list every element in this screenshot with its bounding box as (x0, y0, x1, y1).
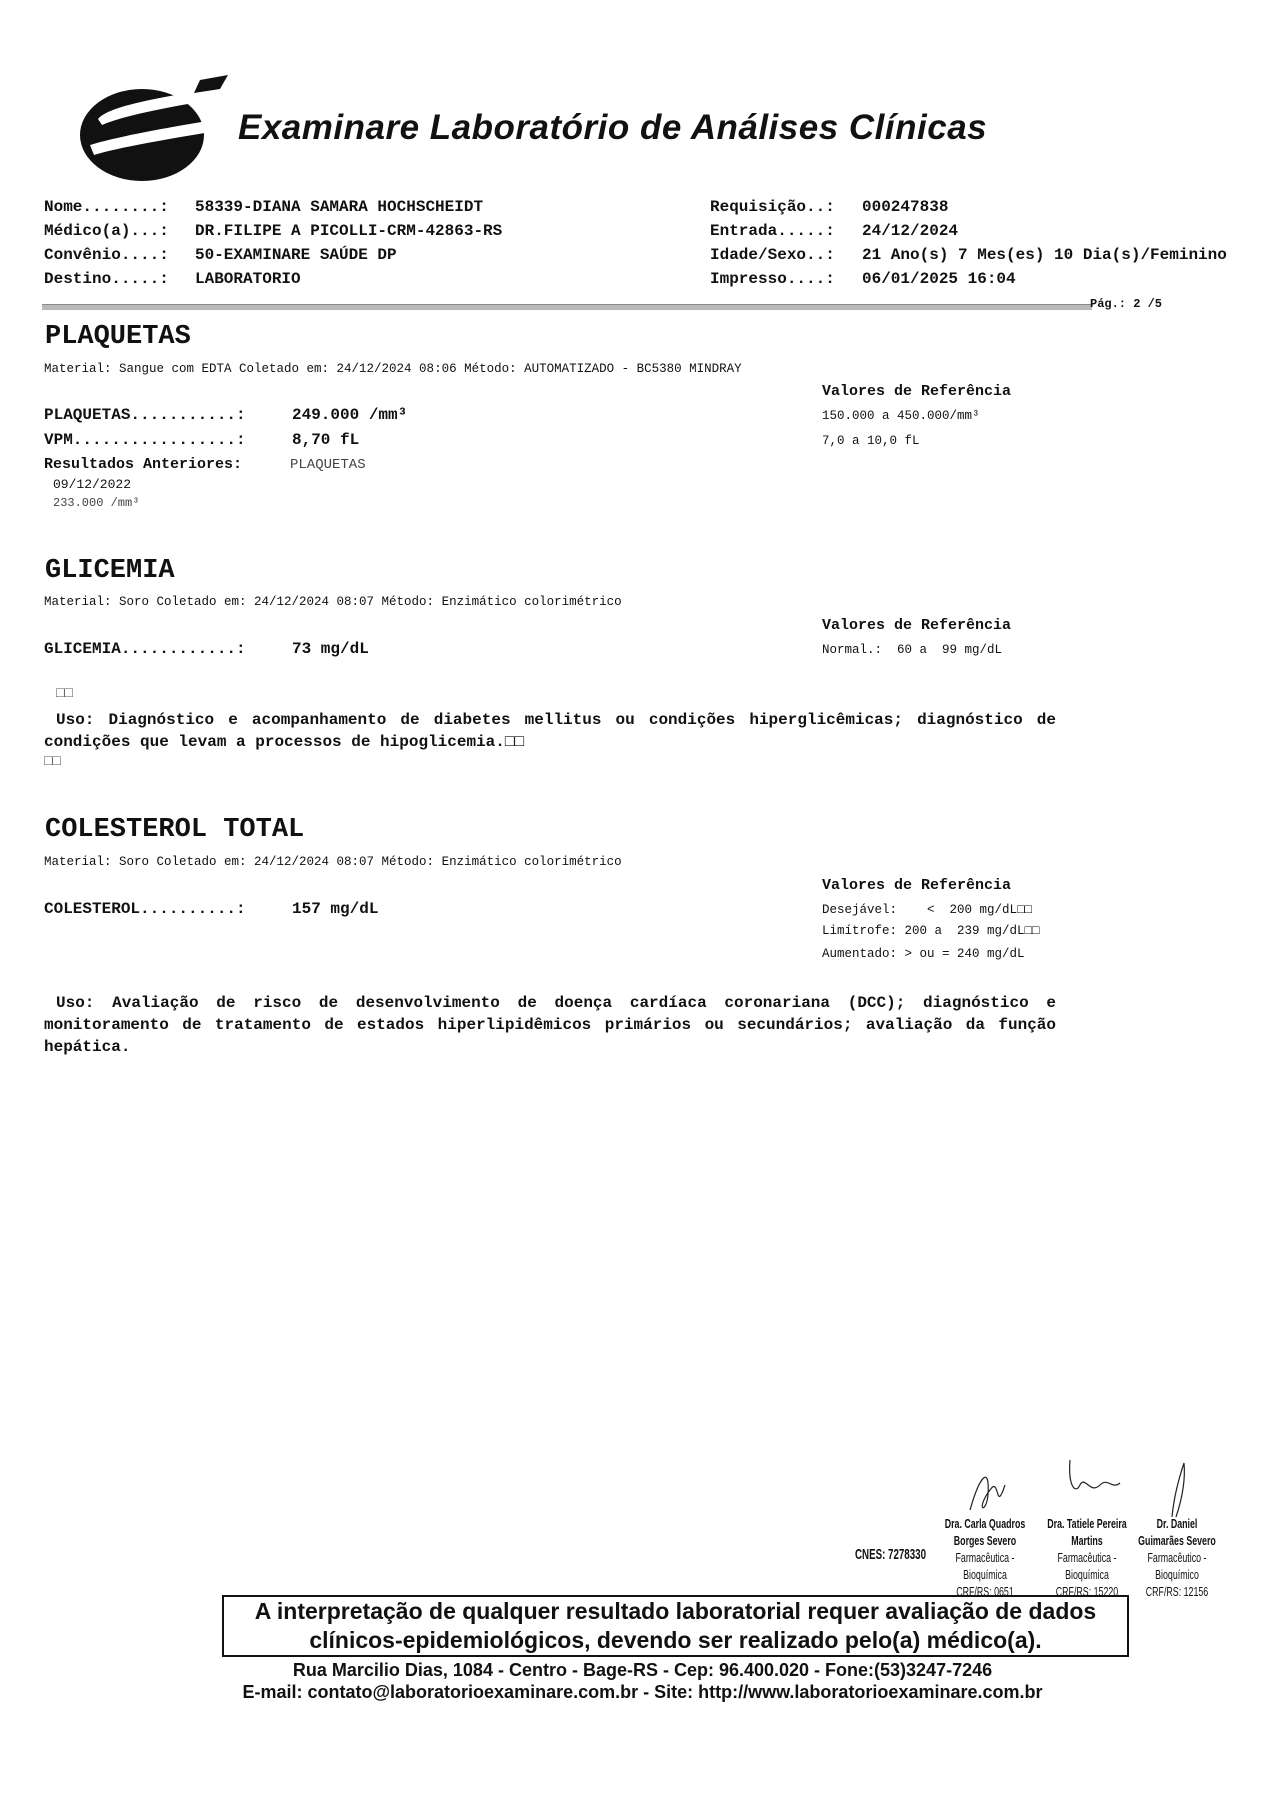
plaquetas-ref-header: Valores de Referência (822, 383, 1012, 400)
entry-date: 24/12/2024 (862, 222, 959, 240)
glicemia-title: GLICEMIA (45, 556, 175, 586)
glicemia-label: GLICEMIA............: (44, 640, 246, 658)
patient-name: 58339-DIANA SAMARA HOCHSCHEIDT (195, 198, 484, 216)
header-divider (42, 304, 1092, 310)
colesterol-label: COLESTEROL..........: (44, 900, 246, 918)
plaquetas-title: PLAQUETAS (45, 322, 191, 352)
entrada-label: Entrada.....: (710, 222, 835, 240)
lab-logo (70, 75, 230, 185)
lab-address: Rua Marcilio Dias, 1084 - Centro - Bage-RS - Cep: 96.400.020 - Fone:(53)3247-7246 (292, 1660, 993, 1680)
vpm-label: VPM.................: (44, 431, 246, 449)
glicemia-material: Material: Soro Coletado em: 24/12/2024 08:07 Método: Enzimático colorimétrico (44, 595, 622, 609)
patient-labels-right (710, 195, 835, 291)
impresso-label: Impresso....: (710, 270, 835, 288)
signer-1-name: Dra. Carla Quadros Borges Severo (944, 1516, 1026, 1548)
notice-line-2: clínicos-epidemiológicos, devendo ser realizado pelo(a) médico(a). (309, 1627, 1042, 1653)
destino-label: Destino.....: (44, 270, 169, 288)
previous-test: PLAQUETAS (290, 457, 366, 473)
vpm-ref: 7,0 a 10,0 fL (822, 434, 920, 448)
doctor-name: DR.FILIPE A PICOLLI-CRM-42863-RS (195, 222, 503, 240)
glicemia-glyph: □□ (56, 686, 73, 702)
plaquetas-value: 249.000 /mm³ (292, 406, 408, 424)
previous-date: 09/12/2022 (53, 477, 132, 492)
nome-label: Nome........: (44, 198, 169, 216)
patient-labels-left (44, 195, 169, 291)
colesterol-ref-header: Valores de Referência (822, 877, 1012, 894)
destination: LABORATORIO (195, 270, 301, 288)
cnes-number: CNES: 7278330 (855, 1546, 927, 1563)
colesterol-ref-aumentado: Aumentado: > ou = 240 mg/dL (822, 947, 1025, 961)
requisition-number: 000247838 (862, 198, 949, 216)
age-sex: 21 Ano(s) 7 Mes(es) 10 Dia(s)/Feminino (862, 246, 1227, 264)
colesterol-uso: Uso: Avaliação de risco de desenvolvimento de doença cardíaca coronariana (DCC); diagnóstico e monitoramento de tratamento de estados hiperlipidêmicos primários ou secundários; avaliação da função hepática. (44, 994, 1056, 1056)
printed-date: 06/01/2025 16:04 (862, 270, 1016, 288)
medico-label: Médico(a)...: (44, 222, 169, 240)
idade-label: Idade/Sexo..: (710, 246, 835, 264)
lab-name: Examinare Laboratório de Análises Clínicas (238, 108, 988, 147)
glicemia-ref-header: Valores de Referência (822, 617, 1012, 634)
signer-2-name: Dra. Tatiele Pereira Martins (1047, 1516, 1127, 1548)
glicemia-ref: Normal.: 60 a 99 mg/dL (822, 643, 1003, 657)
signatures-scribbles (950, 1455, 1220, 1520)
glicemia-uso: Uso: Diagnóstico e acompanhamento de diabetes mellitus ou condições hiperglicêmicas; diagnóstico de condições que levam a processos de hipoglicemia.□□ (44, 711, 1056, 751)
colesterol-title: COLESTEROL TOTAL (45, 815, 305, 845)
interpretation-notice (222, 1595, 1129, 1657)
colesterol-material: Material: Soro Coletado em: 24/12/2024 08:07 Método: Enzimático colorimétrico (44, 855, 622, 869)
signer-1-role: Farmacêutica - Bioquímica (955, 1550, 1015, 1582)
convenio-label: Convênio....: (44, 246, 169, 264)
colesterol-ref-desejavel: Desejável: < 200 mg/dL□□ (822, 903, 1033, 917)
page-number: Pág.: 2 /5 (1090, 297, 1163, 311)
plaquetas-label: PLAQUETAS...........: (44, 406, 246, 424)
colesterol-value: 157 mg/dL (292, 900, 379, 918)
vpm-value: 8,70 fL (292, 431, 360, 449)
patient-values-right (862, 195, 1280, 291)
signer-3-name: Dr. Daniel Guimarães Severo (1138, 1516, 1216, 1548)
signer-1 (941, 1515, 1029, 1600)
signer-1-crf: CRF/RS: 0651 (956, 1584, 1014, 1599)
plaquetas-ref: 150.000 a 450.000/mm³ (822, 409, 980, 423)
previous-results-label: Resultados Anteriores: (44, 456, 243, 473)
signer-2-role: Farmacêutica - Bioquímica (1057, 1550, 1117, 1582)
plaquetas-material: Material: Sangue com EDTA Coletado em: 24/12/2024 08:06 Método: AUTOMATIZADO - BC5380 MINDRAY (44, 362, 742, 376)
patient-values-left (195, 195, 502, 291)
glicemia-value: 73 mg/dL (292, 640, 369, 658)
signer-3-role: Farmacêutico - Bioquímico (1147, 1550, 1207, 1582)
signer-2 (1043, 1515, 1131, 1600)
signer-3-crf: CRF/RS: 12156 (1145, 1584, 1209, 1599)
glicemia-glyph-2: □□ (44, 754, 61, 770)
insurance: 50-EXAMINARE SAÚDE DP (195, 246, 397, 264)
previous-value: 233.000 /mm³ (53, 496, 140, 510)
requisicao-label: Requisição..: (710, 198, 835, 216)
lab-contact: E-mail: contato@laboratorioexaminare.com.br - Site: http://www.laboratorioexaminare.com.br (242, 1682, 1043, 1702)
signer-2-crf: CRF/RS: 15220 (1055, 1584, 1119, 1599)
colesterol-ref-limitrofe: Limítrofe: 200 a 239 mg/dL□□ (822, 924, 1040, 938)
notice-line-1: A interpretação de qualquer resultado laboratorial requer avaliação de dados (254, 1598, 1097, 1624)
signer-3 (1133, 1515, 1221, 1600)
